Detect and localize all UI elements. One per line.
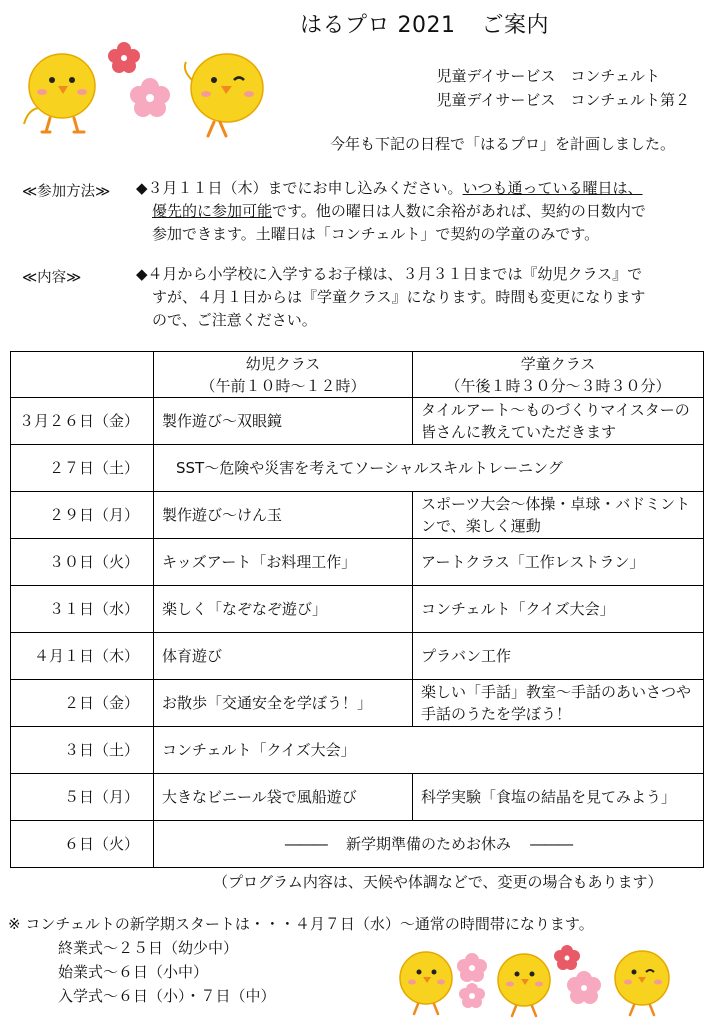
table-row — [11, 821, 704, 868]
table-row — [11, 445, 704, 492]
chick-icon — [185, 54, 263, 136]
content-label: ≪内容≫ — [22, 270, 82, 286]
sakura-flower-icon — [554, 945, 601, 1004]
list-item: 始業式～６日（小中） — [58, 963, 209, 981]
row-schoolchild-activity: プラバン工作 — [413, 633, 704, 680]
table-row — [11, 539, 704, 586]
row-date: ６日（火） — [11, 821, 154, 868]
chick-sakura-illustration-bottom — [392, 938, 712, 1018]
intro-text: 今年も下記の日程で「はるプロ」を計画しました。 — [330, 135, 676, 153]
row-date: ３日（土） — [11, 727, 154, 774]
table-header-row — [11, 352, 704, 398]
table-row — [11, 633, 704, 680]
row-schoolchild-activity: 科学実験「食塩の結晶を見てみよう」 — [413, 774, 704, 821]
chick-sakura-illustration-top — [12, 40, 282, 140]
row-preschool-activity: 製作遊び～けん玉 — [154, 492, 413, 539]
list-item: 入学式～６日（小）・７日（中） — [58, 987, 276, 1005]
row-date: ２９日（月） — [11, 492, 154, 539]
ceremony-list — [58, 936, 276, 1008]
row-preschool-activity: キッズアート「お料理工作」 — [154, 539, 413, 586]
schedule-note: （プログラム内容は、天候や体調などで、変更の場合もあります） — [213, 873, 663, 891]
chick-icon — [24, 54, 95, 132]
row-date: ２日（金） — [11, 680, 154, 727]
page-title: はるプロ 2021 ご案内 — [300, 13, 549, 38]
organization-line: 児童デイサービス コンチェルト — [436, 67, 660, 85]
row-preschool-activity: 体育遊び — [154, 633, 413, 680]
table-row — [11, 398, 704, 445]
row-merged-activity: ――― 新学期準備のためお休み ――― — [154, 821, 704, 868]
row-schoolchild-activity: スポーツ大会～体操・卓球・バドミントンで、楽しく運動 — [413, 492, 704, 539]
row-schoolchild-activity: アートクラス「工作レストラン」 — [413, 539, 704, 586]
row-schoolchild-activity: タイルアート～ものづくりマイスターの皆さんに教えていただきます — [413, 398, 704, 445]
row-date: ４月１日（木） — [11, 633, 154, 680]
table-row — [11, 774, 704, 821]
header-preschool-class: 幼児クラス （午前１０時～１２時） — [154, 352, 413, 398]
row-schoolchild-activity: コンチェルト「クイズ大会」 — [413, 586, 704, 633]
participation-label: ≪参加方法≫ — [22, 184, 111, 200]
table-row — [11, 680, 704, 727]
row-date: ３１日（水） — [11, 586, 154, 633]
organization-line: 児童デイサービス コンチェルト第２ — [436, 91, 690, 109]
sakura-flower-icon — [108, 42, 170, 117]
dash-divider: ――― — [284, 835, 327, 853]
list-item: 終業式～２５日（幼少中） — [58, 939, 239, 957]
organization-names — [436, 64, 690, 112]
row-preschool-activity: 大きなビニール袋で風船遊び — [154, 774, 413, 821]
table-row — [11, 492, 704, 539]
table-row — [11, 727, 704, 774]
row-date: ２７日（土） — [11, 445, 154, 492]
header-schoolchild-class: 学童クラス （午後１時３０分～３時３０分） — [413, 352, 704, 398]
row-date: ５日（月） — [11, 774, 154, 821]
sakura-flower-icon — [457, 953, 487, 1008]
row-merged-activity: SST～危険や災害を考えてソーシャルスキルトレーニング — [154, 445, 704, 492]
row-merged-activity: コンチェルト「クイズ大会」 — [154, 727, 704, 774]
row-preschool-activity: 楽しく「なぞなぞ遊び」 — [154, 586, 413, 633]
participation-text: ◆３月１１日（木）までにお申し込みください。いつも通っている曜日は、 優先的に参加可能です。他の曜日は人数に余裕があれば、契約の日数内で 参加できます。土曜日は「コンチェルト」で契約の学童のみです。 — [136, 179, 646, 243]
row-preschool-activity: 製作遊び～双眼鏡 — [154, 398, 413, 445]
schedule-table — [10, 351, 704, 868]
footer-notice: ※ コンチェルトの新学期スタートは・・・４月７日（水）～通常の時間帯になります。 — [8, 915, 594, 933]
chick-icon — [615, 951, 669, 1015]
row-date: ３０日（火） — [11, 539, 154, 586]
row-schoolchild-activity: 楽しい「手話」教室～手話のあいさつや手話のうたを学ぼう！ — [413, 680, 704, 727]
dash-divider: ――― — [530, 835, 573, 853]
chick-icon — [498, 954, 550, 1016]
content-text: ◆４月から小学校に入学するお子様は、３月３１日までは『幼児クラス』で すが、４月１日からは『学童クラス』になります。時間も変更になります ので、ご注意ください。 — [136, 265, 646, 329]
table-row — [11, 586, 704, 633]
chick-icon — [400, 952, 452, 1014]
row-preschool-activity: お散歩「交通安全を学ぼう！」 — [154, 680, 413, 727]
row-date: ３月２６日（金） — [11, 398, 154, 445]
header-empty-cell — [11, 352, 154, 398]
